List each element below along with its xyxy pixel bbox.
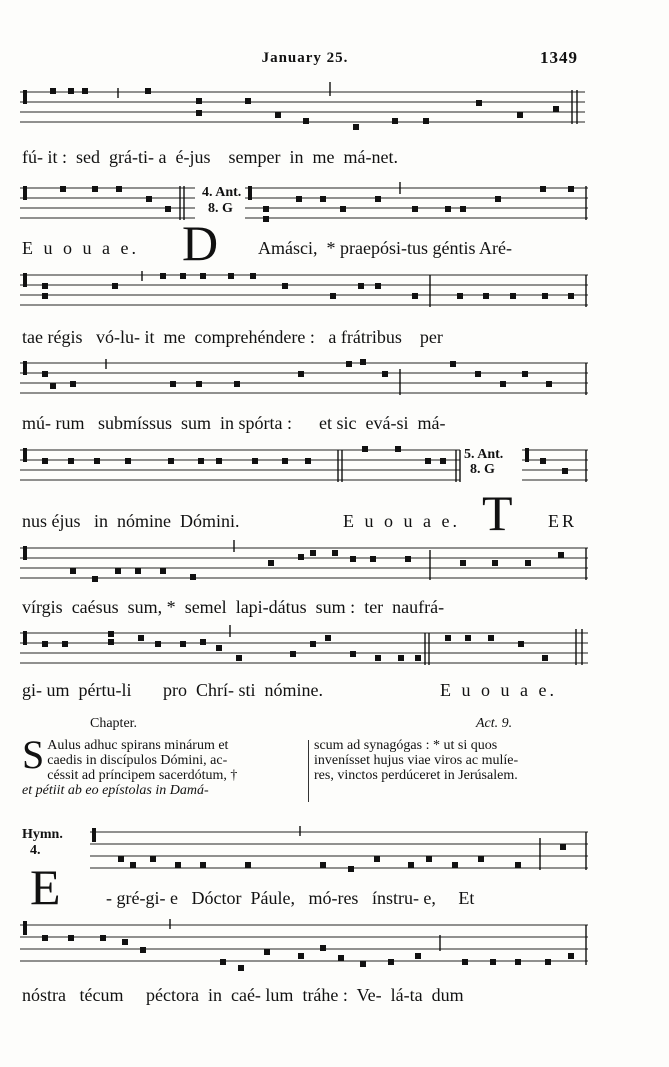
music-staff-6 [20,540,590,590]
euouae-2: E u o u a e. [343,511,460,531]
column-divider [308,740,309,802]
lyric-line-6: vírgis caésus sum, * semel lapi-dátus sum : ter naufrá- [22,597,445,617]
music-staff-1 [20,82,590,142]
hymn-mode: 4. [30,843,41,858]
hymn-label: Hymn. [22,827,63,842]
lyric-line-7: gi- um pértu-li pro Chrí- sti nómine. [22,680,323,700]
lyric-line-9: nóstra técum péctora in caé- lum tráhe : Ve- lá-ta dum [22,985,464,1005]
page-header-title: January 25. [261,50,349,66]
antiphon-5-mode: 8. G [470,462,495,477]
initial-letter-s: S [22,732,45,777]
chapter-column-1: S Aulus adhuc spirans minárum et caedis in discípulos Dómini, ac- céssit ad príncipem sacerdótum, † et pétiit ab eo epístolas in Damá- [22,732,238,798]
music-staff-7 [20,625,590,675]
music-staff-2 [20,182,590,232]
music-staff-3 [20,265,590,320]
music-staff-4 [20,355,590,405]
antiphon-4-mode: 8. G [208,201,233,216]
music-staff-9 [20,915,590,980]
initial-letter-t: T [482,485,513,541]
chapter-reference: Act. 9. [476,716,513,731]
lyric-line-8: - gré-gi- e Dóctor Páule, mó-res ínstru- e, Et [106,888,475,908]
initial-letter-d: D [182,215,219,271]
lyric-line-5: nus éjus in nómine Dómini. [22,511,240,531]
euouae-1: E u o u a e. [22,238,139,258]
antiphon-4-label: 4. Ant. [202,185,242,200]
lyric-line-3: tae régis vó-lu- it me comprehéndere : a frátribus per [22,327,443,347]
antiphon-5-label: 5. Ant. [464,447,504,462]
lyric-line-4: mú- rum submíssus sum in spórta : et sic evá-si má- [22,413,446,433]
music-staff-8 [90,820,590,885]
lyric-line-1: fú- it : sed grá-ti- a é-jus semper in me má-net. [22,147,398,167]
lyric-line-2: Amásci, * praepósi-tus géntis Aré- [258,238,512,258]
euouae-3: E u o u a e. [440,680,557,700]
chapter-column-2: scum ad synagógas : * ut si quos invenísset hujus viae viros ac mulíe- res, vinctos perdúceret in Jerúsalem. [314,738,519,783]
initial-letter-e: E [30,859,61,915]
chapter-heading: Chapter. [90,716,138,731]
lyric-er: ER [548,511,578,531]
page-number: 1349 [540,48,578,67]
